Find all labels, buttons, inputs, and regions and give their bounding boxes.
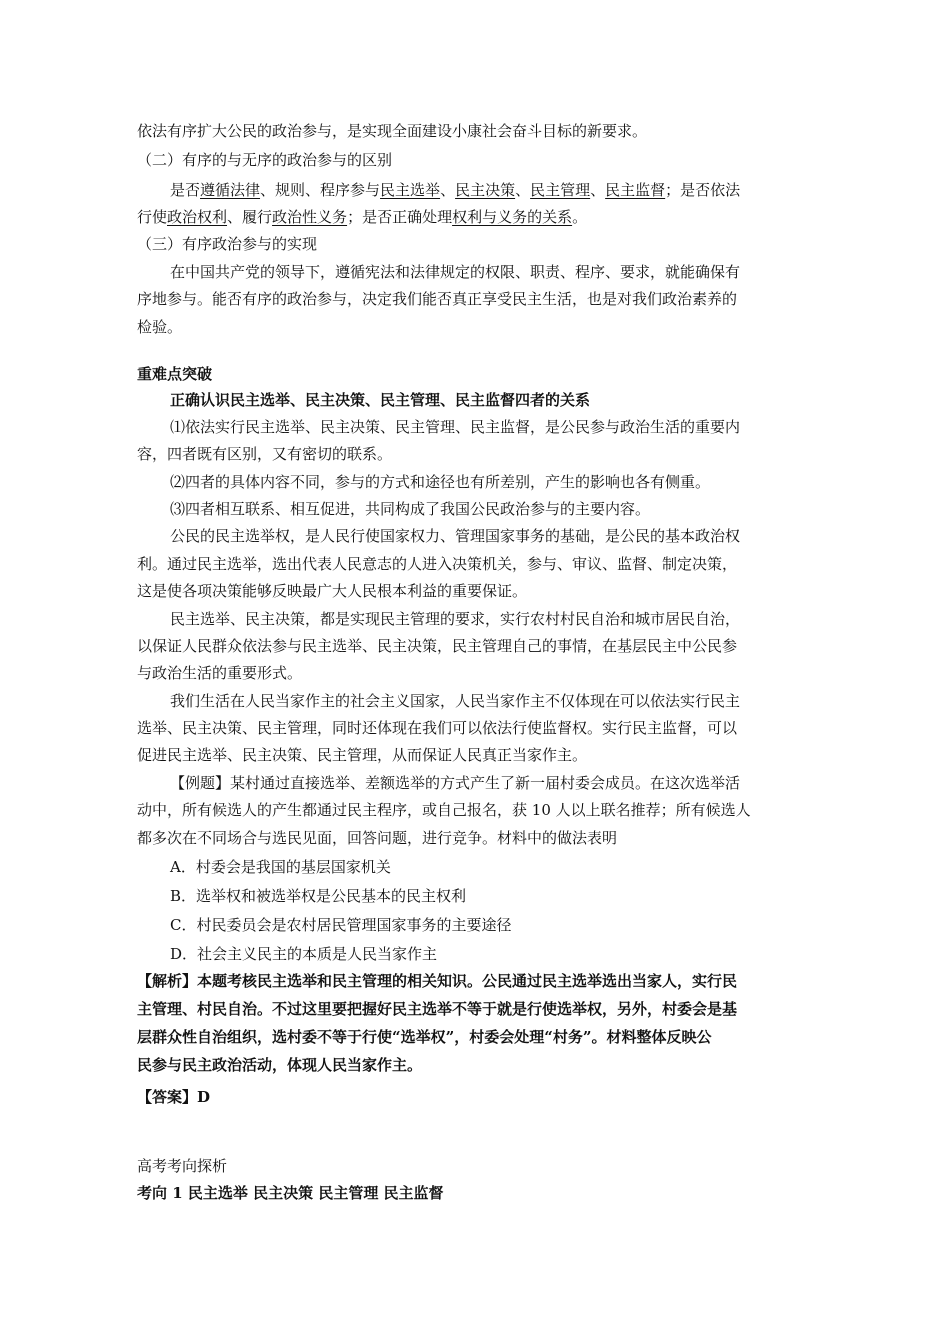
underlined-term: 民主监督 (605, 181, 666, 199)
underlined-term: 政治性义务 (272, 208, 348, 226)
section2-title: （二）有序的与无序的政治参与的区别 (137, 151, 393, 169)
text: 、履行 (227, 208, 273, 226)
focus-para2-line: 以保证人民群众依法参与民主选举、民主决策，民主管理自己的事情，在基层民主中公民参 (137, 637, 738, 655)
focus-item1-line: 容，四者既有区别，又有密切的联系。 (137, 445, 393, 463)
underlined-term: 政治权利 (167, 208, 228, 226)
option-a: A．村委会是我国的基层国家机关 (170, 858, 391, 876)
focus-para3-line: 选举、民主决策、民主管理，同时还体现在我们可以依法行使监督权。实行民主监督，可以 (137, 719, 738, 737)
text: 、规则、程序参与 (260, 181, 381, 199)
text: ；是否依法 (665, 181, 741, 199)
analysis-line: 主管理、村民自治。不过这里要把握好民主选举不等于就是行使选举权，另外，村委会是基 (137, 1000, 738, 1018)
analysis-line: 【解析】本题考核民主选举和民主管理的相关知识。公民通过民主选举选出当家人，实行民 (137, 972, 738, 990)
intro-line: 依法有序扩大公民的政治参与，是实现全面建设小康社会奋斗目标的新要求。 (137, 122, 648, 140)
option-c: C．村民委员会是农村居民管理国家事务的主要途径 (170, 916, 512, 934)
focus-para1-line: 公民的民主选举权，是人民行使国家权力、管理国家事务的基础，是公民的基本政治权 (170, 527, 741, 545)
section2-paragraph-line2 (137, 207, 827, 227)
underlined-term: 民主选举 (380, 181, 441, 199)
section3-line: 在中国共产党的领导下，遵循宪法和法律规定的权限、职责、程序、要求，就能确保有 (170, 263, 741, 281)
focus-item2: ⑵四者的具体内容不同，参与的方式和途径也有所差别，产生的影响也各有侧重。 (170, 473, 711, 491)
answer: 【答案】D (137, 1088, 211, 1106)
example-line: 动中，所有候选人的产生都通过民主程序，或自己报名，获 10 人以上联名推荐；所有候选人 (137, 801, 751, 819)
section3-line: 检验。 (137, 318, 183, 336)
focus-para1-line: 利。通过民主选举，选出代表人民意志的人进入决策机关，参与、审议、监督、制定决策， (137, 555, 738, 573)
underlined-term: 遵循法律 (200, 181, 261, 199)
text: 、 (440, 181, 456, 199)
focus-para2-line: 民主选举、民主决策，都是实现民主管理的要求，实行农村村民自治和城市居民自治， (170, 610, 741, 628)
section3-title: （三）有序政治参与的实现 (137, 235, 318, 253)
focus-para3-line: 我们生活在人民当家作主的社会主义国家，人民当家作主不仅体现在可以依法实行民主 (170, 692, 741, 710)
focus-para3-line: 促进民主选举、民主决策、民主管理，从而保证人民真正当家作主。 (137, 746, 588, 764)
exam-heading: 高考考向探析 (137, 1157, 228, 1175)
focus-item1-line: ⑴依法实行民主选举、民主决策、民主管理、民主监督，是公民参与政治生活的重要内 (170, 418, 741, 436)
focus-heading: 重难点突破 (137, 365, 213, 383)
focus-para1-line: 这是使各项决策能够反映最广大人民根本利益的重要保证。 (137, 582, 528, 600)
text: 、 (590, 181, 606, 199)
underlined-term: 权利与义务的关系 (452, 208, 573, 226)
exam-direction-1: 考向 1 民主选举 民主决策 民主管理 民主监督 (137, 1184, 444, 1202)
focus-para2-line: 与政治生活的重要形式。 (137, 664, 303, 682)
focus-subheading: 正确认识民主选举、民主决策、民主管理、民主监督四者的关系 (170, 391, 591, 409)
text: 、 (515, 181, 531, 199)
section2-paragraph-line1 (170, 180, 860, 200)
example-line: 都多次在不同场合与选民见面，回答问题，进行竞争。材料中的做法表明 (137, 829, 618, 847)
text: 行使 (137, 208, 168, 226)
analysis-line: 民参与民主政治活动，体现人民当家作主。 (137, 1056, 423, 1074)
text: 。 (572, 208, 588, 226)
text: ；是否正确处理 (347, 208, 453, 226)
underlined-term: 民主决策 (455, 181, 516, 199)
analysis-line: 层群众性自治组织，选村委不等于行使“选举权”，村委会处理“村务”。材料整体反映公 (137, 1028, 712, 1046)
text: 是否 (170, 181, 201, 199)
option-b: B．选举权和被选举权是公民基本的民主权利 (170, 887, 467, 905)
focus-item3: ⑶四者相互联系、相互促进，共同构成了我国公民政治参与的主要内容。 (170, 500, 651, 518)
section3-line: 序地参与。能否有序的政治参与，决定我们能否真正享受民主生活，也是对我们政治素养的 (137, 290, 738, 308)
example-line: 【例题】某村通过直接选举、差额选举的方式产生了新一届村委会成员。在这次选举活 (170, 774, 741, 792)
underlined-term: 民主管理 (530, 181, 591, 199)
option-d: D．社会主义民主的本质是人民当家作主 (170, 945, 438, 963)
